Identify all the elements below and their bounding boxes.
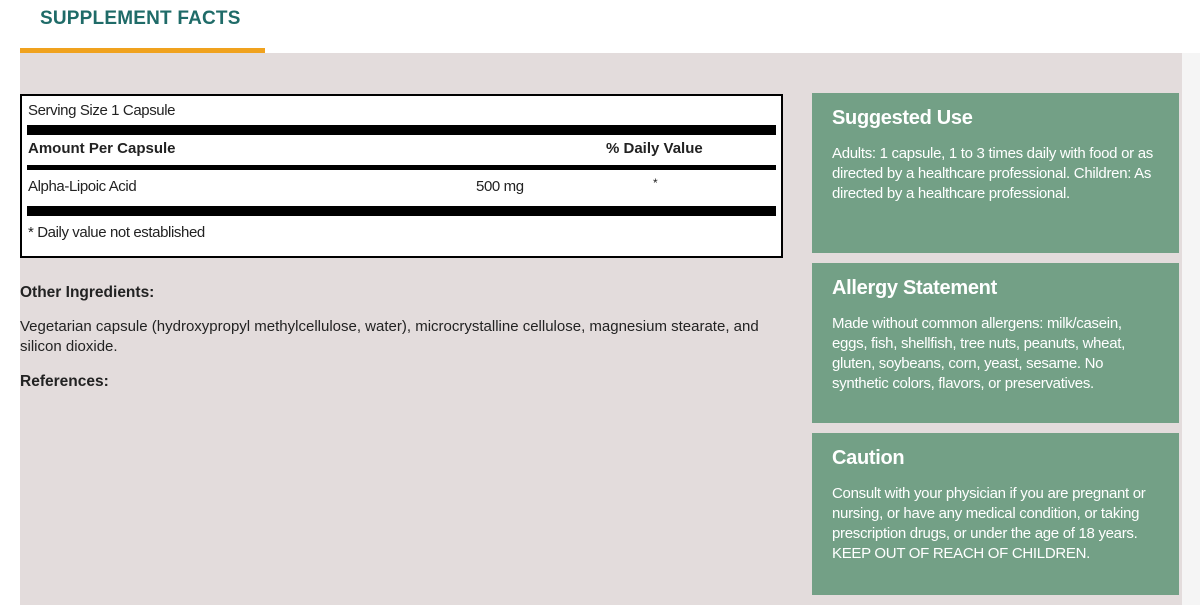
panel-text: Made without common allergens: milk/casein, eggs, fish, shellfish, tree nuts, peanuts, wheat, gluten, soybeans, corn, yeast, sesame. No synthetic colors, flavors, or preservatives. <box>832 315 1125 392</box>
allergy-statement-panel <box>812 263 1179 423</box>
header-daily-value: % Daily Value <box>606 140 703 157</box>
facts-footnote: * Daily value not established <box>28 224 205 241</box>
medium-divider <box>27 165 776 170</box>
panel-title: Allergy Statement <box>832 277 997 299</box>
ingredient-name: Alpha-Lipoic Acid <box>28 178 137 195</box>
supplement-facts-table <box>20 94 783 258</box>
panel-title: Suggested Use <box>832 107 973 129</box>
table-row <box>28 178 775 195</box>
ingredient-amount: 500 mg <box>476 178 524 195</box>
tab-content <box>20 53 1182 605</box>
serving-size: Serving Size 1 Capsule <box>28 102 176 119</box>
caution-panel <box>812 433 1179 595</box>
header-amount: Amount Per Capsule <box>28 140 176 157</box>
panel-text: Adults: 1 capsule, 1 to 3 times daily with food or as directed by a healthcare professional. Children: As directed by a healthcare professional. <box>832 145 1153 202</box>
suggested-use-panel <box>812 93 1179 253</box>
thick-divider <box>27 125 776 135</box>
other-ingredients-text: Vegetarian capsule (hydroxypropyl methylcellulose, water), microcrystalline cellulose, magnesium stearate, and silicon dioxide. <box>20 318 759 355</box>
panel-title: Caution <box>832 447 905 469</box>
panel-text: Consult with your physician if you are pregnant or nursing, or have any medical condition, or taking prescription drugs, or under the age of 18 years. KEEP OUT OF REACH OF CHILDREN. <box>832 485 1146 562</box>
references-heading: References: <box>20 373 109 390</box>
tab-bar <box>0 0 1200 53</box>
facts-header-row <box>28 140 775 157</box>
thick-divider <box>27 206 776 216</box>
other-ingredients-heading: Other Ingredients: <box>20 284 155 301</box>
tab-label: SUPPLEMENT FACTS <box>40 8 241 29</box>
ingredient-daily-value: * <box>653 176 658 190</box>
page-edge <box>1182 53 1200 605</box>
tab-supplement-facts[interactable] <box>20 0 265 53</box>
